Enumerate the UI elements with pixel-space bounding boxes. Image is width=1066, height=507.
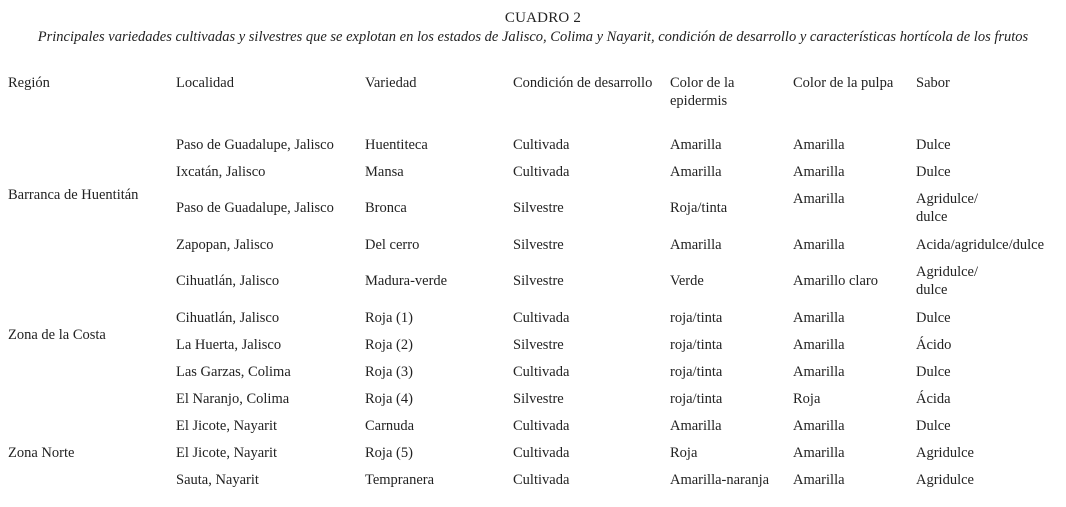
cell-localidad: La Huerta, Jalisco bbox=[176, 337, 282, 353]
cell-sabor: Dulce bbox=[916, 364, 951, 380]
region-label: Zona Norte bbox=[8, 445, 75, 461]
header-condicion: Condición de desarrollo bbox=[513, 75, 653, 91]
cell-sabor-line2: dulce bbox=[916, 209, 948, 225]
cell-pulpa: Amarilla bbox=[793, 191, 845, 207]
header-epidermis-line2: epidermis bbox=[670, 93, 728, 109]
cell-condicion: Silvestre bbox=[513, 391, 564, 407]
cell-condicion: Cultivada bbox=[513, 445, 570, 461]
cell-epidermis: Roja/tinta bbox=[670, 200, 728, 216]
header-variedad: Variedad bbox=[365, 75, 417, 91]
cell-pulpa: Amarilla bbox=[793, 472, 845, 488]
cell-localidad: Cihuatlán, Jalisco bbox=[176, 273, 280, 289]
cell-sabor bbox=[916, 190, 978, 226]
cell-epidermis: roja/tinta bbox=[670, 391, 723, 407]
cell-sabor bbox=[916, 263, 978, 299]
cell-localidad: Sauta, Nayarit bbox=[176, 472, 259, 488]
cell-condicion: Silvestre bbox=[513, 337, 564, 353]
cell-variedad: Bronca bbox=[365, 200, 407, 216]
header-pulpa: Color de la pulpa bbox=[793, 75, 894, 91]
cell-epidermis: Amarilla bbox=[670, 164, 722, 180]
cell-condicion: Silvestre bbox=[513, 237, 564, 253]
cell-condicion: Cultivada bbox=[513, 164, 570, 180]
cell-localidad: Paso de Guadalupe, Jalisco bbox=[176, 137, 334, 153]
cell-condicion: Cultivada bbox=[513, 418, 570, 434]
header-sabor: Sabor bbox=[916, 75, 950, 91]
cell-variedad: Roja (4) bbox=[365, 391, 413, 407]
cell-epidermis: Roja bbox=[670, 445, 698, 461]
cell-sabor: Ácida bbox=[916, 391, 951, 407]
cell-variedad: Madura-verde bbox=[365, 273, 448, 289]
table-subtitle: Principales variedades cultivadas y silvestres que se explotan en los estados de Jalisco, Colima y Nayarit, condición de desarrollo y características hortícola de los frutos bbox=[37, 29, 1029, 45]
cell-pulpa: Roja bbox=[793, 391, 821, 407]
cell-localidad: El Jicote, Nayarit bbox=[176, 418, 278, 434]
cell-pulpa: Amarillo claro bbox=[793, 273, 878, 289]
cell-variedad: Roja (2) bbox=[365, 337, 413, 353]
table-title: CUADRO 2 bbox=[504, 10, 582, 26]
cell-sabor: Acida/agridulce/dulce bbox=[916, 237, 1045, 253]
cell-epidermis: roja/tinta bbox=[670, 364, 723, 380]
cell-condicion: Silvestre bbox=[513, 200, 564, 216]
cell-condicion: Cultivada bbox=[513, 310, 570, 326]
cell-condicion: Silvestre bbox=[513, 273, 564, 289]
cell-epidermis: Amarilla bbox=[670, 137, 722, 153]
cell-pulpa: Amarilla bbox=[793, 237, 845, 253]
cell-pulpa: Amarilla bbox=[793, 445, 845, 461]
cell-sabor-line1: Agridulce/ bbox=[916, 264, 979, 280]
cell-variedad: Huentiteca bbox=[365, 137, 428, 153]
cell-variedad: Roja (1) bbox=[365, 310, 413, 326]
cell-pulpa: Amarilla bbox=[793, 418, 845, 434]
cell-localidad: Paso de Guadalupe, Jalisco bbox=[176, 200, 334, 216]
cell-pulpa: Amarilla bbox=[793, 364, 845, 380]
cell-variedad: Roja (5) bbox=[365, 445, 413, 461]
cell-sabor-line2: dulce bbox=[916, 282, 948, 298]
region-label: Zona de la Costa bbox=[8, 327, 106, 343]
cell-localidad: El Naranjo, Colima bbox=[176, 391, 290, 407]
cell-localidad: El Jicote, Nayarit bbox=[176, 445, 278, 461]
cell-localidad: Cihuatlán, Jalisco bbox=[176, 310, 280, 326]
cell-sabor: Dulce bbox=[916, 310, 951, 326]
cell-epidermis: Amarilla bbox=[670, 418, 722, 434]
cell-epidermis: Verde bbox=[670, 273, 704, 289]
cell-localidad: Ixcatán, Jalisco bbox=[176, 164, 266, 180]
cell-pulpa: Amarilla bbox=[793, 137, 845, 153]
cell-variedad: Tempranera bbox=[365, 472, 435, 488]
cell-pulpa: Amarilla bbox=[793, 310, 845, 326]
cell-pulpa: Amarilla bbox=[793, 337, 845, 353]
cell-condicion: Cultivada bbox=[513, 364, 570, 380]
cell-sabor-line1: Agridulce/ bbox=[916, 191, 979, 207]
cell-sabor: Ácido bbox=[916, 337, 952, 353]
cell-condicion: Cultivada bbox=[513, 472, 570, 488]
header-epidermis bbox=[670, 74, 734, 110]
cell-sabor: Dulce bbox=[916, 164, 951, 180]
cell-variedad: Roja (3) bbox=[365, 364, 413, 380]
cell-localidad: Zapopan, Jalisco bbox=[176, 237, 274, 253]
cell-epidermis: roja/tinta bbox=[670, 337, 723, 353]
cell-localidad: Las Garzas, Colima bbox=[176, 364, 291, 380]
cell-variedad: Mansa bbox=[365, 164, 404, 180]
cell-sabor: Dulce bbox=[916, 418, 951, 434]
cell-epidermis: Amarilla-naranja bbox=[670, 472, 770, 488]
cell-epidermis: Amarilla bbox=[670, 237, 722, 253]
cell-variedad: Carnuda bbox=[365, 418, 415, 434]
header-localidad: Localidad bbox=[176, 75, 234, 91]
cell-pulpa: Amarilla bbox=[793, 164, 845, 180]
header-epidermis-line1: Color de la bbox=[670, 75, 735, 91]
cell-sabor: Agridulce bbox=[916, 445, 974, 461]
cell-sabor: Dulce bbox=[916, 137, 951, 153]
region-label: Barranca de Huentitán bbox=[8, 187, 139, 203]
cell-sabor: Agridulce bbox=[916, 472, 974, 488]
cell-condicion: Cultivada bbox=[513, 137, 570, 153]
cell-epidermis: roja/tinta bbox=[670, 310, 723, 326]
cell-variedad: Del cerro bbox=[365, 237, 420, 253]
header-region: Región bbox=[8, 75, 50, 91]
